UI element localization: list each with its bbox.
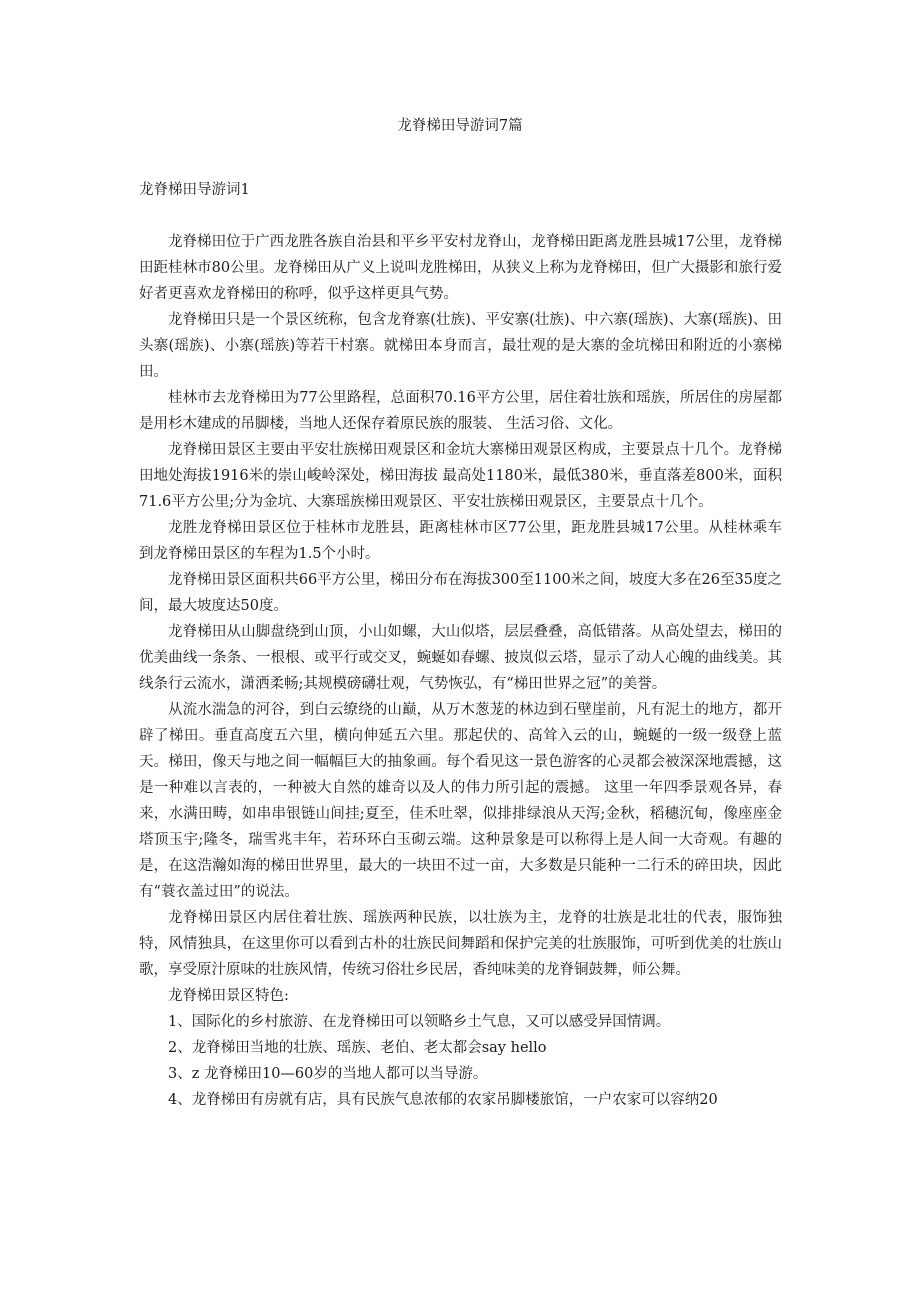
feature-heading: 龙脊梯田景区特色: xyxy=(168,988,289,1004)
paragraph: 龙脊梯田从山脚盘绕到山顶，小山如螺，大山似塔，层层叠叠，高低错落。从高处望去，梯田的优美曲线一条条、一根根、或平行或交叉，蜿蜒如春螺、披岚似云塔，显示了动人心魄的曲线美。其线条行云流水，潇洒柔畅;其规模磅礴壮观，气势恢弘，有“梯田世界之冠”的美誉。 xyxy=(139,624,782,692)
list-item: 1、国际化的乡村旅游、在龙脊梯田可以领略乡土气息，又可以感受异国情调。 xyxy=(168,1014,671,1030)
paragraph: 从流水湍急的河谷，到白云缭绕的山巅，从万木葱茏的林边到石壁崖前，凡有泥土的地方，都开辟了梯田。垂直高度五六里，横向伸延五六里。那起伏的、高耸入云的山，蜿蜒的一级一级登上蓝天。梯田，像天与地之间一幅幅巨大的抽象画。每个看见这一景色游客的心灵都会被深深地震撼，这是一种难以言表的，一种被大自然的雄奇以及人的伟力所引起的震撼。 这里一年四季景观各异，春来，水满田畴，如串串银链山间挂;夏至，佳禾吐翠，似排排绿浪从天泻;金秋，稻穗沉甸，像座座金塔顶玉宇;隆冬，瑞雪兆丰年，若环环白玉砌云端。这种景象是可以称得上是人间一大奇观。有趣的是，在这浩瀚如海的梯田世界里，最大的一块田不过一亩，大多数是只能种一二行禾的碎田块，因此有“蓑衣盖过田”的说法。 xyxy=(139,702,782,900)
paragraph: 龙脊梯田景区内居住着壮族、瑶族两种民族，以壮族为主，龙脊的壮族是北壮的代表，服饰独特，风情独具，在这里你可以看到古朴的壮族民间舞蹈和保护完美的壮族服饰，可听到优美的壮族山歌，享受原汁原味的壮族风情，传统习俗壮乡民居，香纯味美的龙脊铜鼓舞，师公舞。 xyxy=(139,910,782,978)
list-item: 3、z 龙脊梯田10—60岁的当地人都可以当导游。 xyxy=(168,1066,488,1082)
list-item: 2、龙脊梯田当地的壮族、瑶族、老伯、老太都会say hello xyxy=(168,1040,547,1056)
section-heading: 龙脊梯田导游词1 xyxy=(139,182,250,198)
list-item: 4、龙脊梯田有房就有店，具有民族气息浓郁的农家吊脚楼旅馆，一户农家可以容纳20 xyxy=(168,1092,718,1108)
document-title: 龙脊梯田导游词7篇 xyxy=(397,118,523,134)
paragraph: 桂林市去龙脊梯田为77公里路程，总面积70.16平方公里，居住着壮族和瑶族，所居住的房屋都是用杉木建成的吊脚楼，当地人还保存着原民族的服装、 生活习俗、文化。 xyxy=(139,390,782,432)
paragraph: 龙脊梯田只是一个景区统称，包含龙脊寨(壮族)、平安寨(壮族)、中六寨(瑶族)、大寨(瑶族)、田头寨(瑶族)、小寨(瑶族)等若干村寨。就梯田本身而言，最壮观的是大寨的金坑梯田和附近的小寨梯田。 xyxy=(139,312,782,380)
paragraph: 龙胜龙脊梯田景区位于桂林市龙胜县，距离桂林市区77公里，距龙胜县城17公里。从桂林乘车到龙脊梯田景区的车程为1.5个小时。 xyxy=(139,520,782,562)
paragraph: 龙脊梯田景区主要由平安壮族梯田观景区和金坑大寨梯田观景区构成，主要景点十几个。龙脊梯田地处海拔1916米的崇山峻岭深处，梯田海拔 最高处1180米，最低380米，垂直落差800米，面积71.6平方公里;分为金坑、大寨瑶族梯田观景区、平安壮族梯田观景区，主要景点十几个。 xyxy=(139,442,782,510)
paragraph: 龙脊梯田位于广西龙胜各族自治县和平乡平安村龙脊山，龙脊梯田距离龙胜县城17公里，龙脊梯田距桂林市80公里。龙脊梯田从广义上说叫龙胜梯田，从狭义上称为龙脊梯田，但广大摄影和旅行爱好者更喜欢龙脊梯田的称呼，似乎这样更具气势。 xyxy=(139,234,782,302)
paragraph: 龙脊梯田景区面积共66平方公里，梯田分布在海拔300至1100米之间，坡度大多在26至35度之间，最大坡度达50度。 xyxy=(139,572,782,614)
document-body xyxy=(139,229,782,1113)
